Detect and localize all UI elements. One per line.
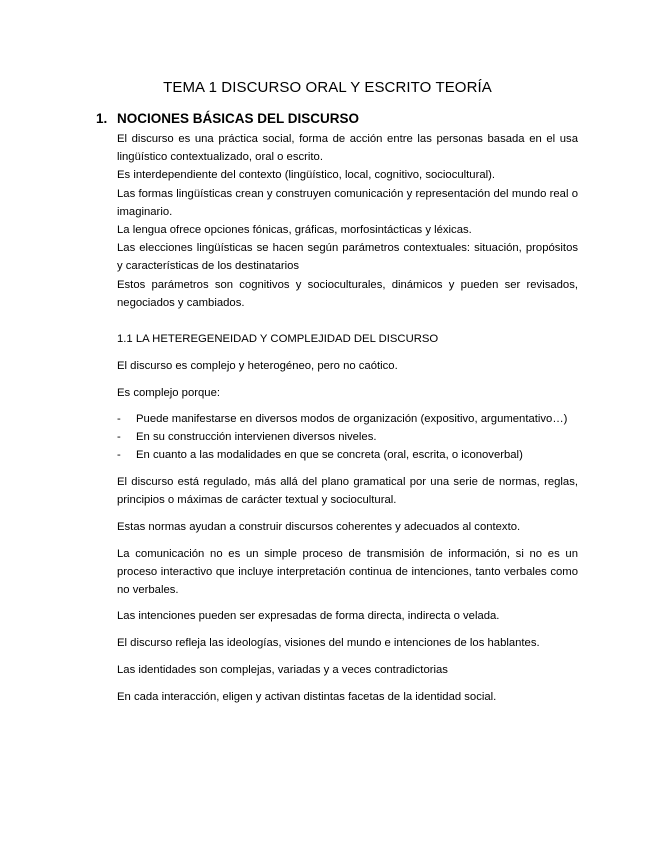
bullet-marker: - [117,431,121,443]
bullet-marker: - [117,413,121,425]
bullet-text: Puede manifestarse en diversos modos de organización (expositivo, argumentativo…) [136,413,568,425]
subsection-heading: 1.1 LA HETEREGENEIDAD Y COMPLEJIDAD DEL DISCURSO [117,333,439,345]
section-paragraph: La lengua ofrece opciones fónicas, gráficas, morfosintácticas y léxicas. [117,224,472,237]
subsection-paragraph: Las intenciones pueden ser expresadas de forma directa, indirecta o velada. [117,610,500,622]
section-paragraph: Es interdependiente del contexto (lingüístico, local, cognitivo, sociocultural). [117,169,496,182]
section-paragraph: Las formas lingüísticas crean y construyen comunicación y representación del mundo real o imaginario. [117,187,578,218]
section-body [117,130,578,312]
section-number: 1. [96,111,108,126]
bullet-text: En su construcción intervienen diversos niveles. [136,431,377,443]
bullet-text: En cuanto a las modalidades en que se concreta (oral, escrita, o iconoverbal) [136,449,523,461]
section-paragraph: Estos parámetros son cognitivos y socioculturales, dinámicos y pueden ser revisados, negociados y cambiados. [117,278,578,309]
section-paragraph: Las elecciones lingüísticas se hacen según parámetros contextuales: situación, propósitos y características de los destinatarios [117,242,578,273]
subsection-paragraph: Estas normas ayudan a construir discursos coherentes y adecuados al contexto. [117,521,521,533]
bullet-marker: - [117,449,121,461]
subsection-paragraph: La comunicación no es un simple proceso de transmisión de información, si no es un proceso interactivo que incluye interpretación continua de intenciones, tanto verbales como no verbales. [117,548,578,597]
subsection-paragraph: El discurso está regulado, más allá del plano gramatical por una serie de normas, reglas, principios o máximas de carácter textual y sociocultural. [117,476,578,507]
document-title: TEMA 1 DISCURSO ORAL Y ESCRITO TEORÍA [163,79,492,96]
subsection-paragraph: El discurso refleja las ideologías, visiones del mundo e intenciones de los hablantes. [117,637,540,649]
section-heading: NOCIONES BÁSICAS DEL DISCURSO [117,111,360,126]
subsection-paragraph: Las identidades son complejas, variadas y a veces contradictorias [117,664,448,676]
subsection-paragraph: El discurso es complejo y heterogéneo, pero no caótico. [117,360,398,372]
subsection-paragraph: En cada interacción, eligen y activan distintas facetas de la identidad social. [117,691,497,703]
subsection-paragraph: Es complejo porque: [117,387,220,399]
section-paragraph: El discurso es una práctica social, forma de acción entre las personas basada en el usa lingüístico contextualizado, oral o escrito. [117,133,578,164]
